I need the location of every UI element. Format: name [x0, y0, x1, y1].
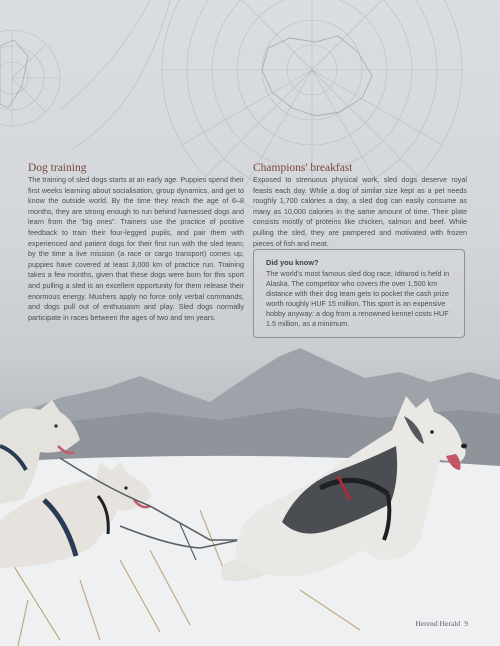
did-you-know-box	[253, 249, 465, 338]
dog-training-body: The training of sled dogs starts at an early age. Puppies spend their first weeks learning about socialisation, group dynamics, and get to know the outside world. By the time they reach the age of 6–8 months, they are strong enough to run behind harnessed dogs and learn from the “big ones”. Trainers use the practice of positive feedback to train their four-legged pupils, and pair them with experienced and patient dogs for their first run with the sled team; by the time a live mission (a race or cargo transport) comes up, puppies have covered at least 3,000 km of practice run. Training takes a few months, given that these dogs were born for this sport and pulling a sled is an excellent opportunity for them release their enormous energy. Mushers apply no force only verbal commands, and dogs pull out of enthusiasm and play. Sled dogs normally participate in races between the ages of two and ten years.	[28, 175, 244, 322]
champions-breakfast-heading: Champions' breakfast	[253, 162, 353, 174]
champions-breakfast-body: Exposed to strenuous physical work, sled dogs deserve royal feasts each day. While a dog of similar size kept as a pet needs roughly 1,700 calories a day, a sled dog can easily consume as many as 10,000 calories in the same amount of time. Their plate consists mostly of proteins like chicken, salmon and beef. While pulling the sled, they are pampered and motivated with frozen pieces of fish and meat.	[253, 175, 467, 248]
page-footer	[411, 619, 468, 628]
did-you-know-body: The world's most famous sled dog race, Iditarod is held in Alaska. The competitor who covers the over 1,500 km distance with their dog team gets to pocket the cash prize worth roughly HUF 15 million. This sport is an expensive hobby anyway: a dog from a renowned kennel costs HUF 1.5 million, as a minimum.	[266, 269, 450, 328]
publication-name: Herend Herald	[415, 619, 461, 628]
did-you-know-title: Did you know?	[266, 258, 319, 267]
dog-training-heading: Dog training	[28, 162, 87, 174]
page-number: 9	[464, 619, 468, 628]
sled-dog-right	[221, 396, 467, 581]
